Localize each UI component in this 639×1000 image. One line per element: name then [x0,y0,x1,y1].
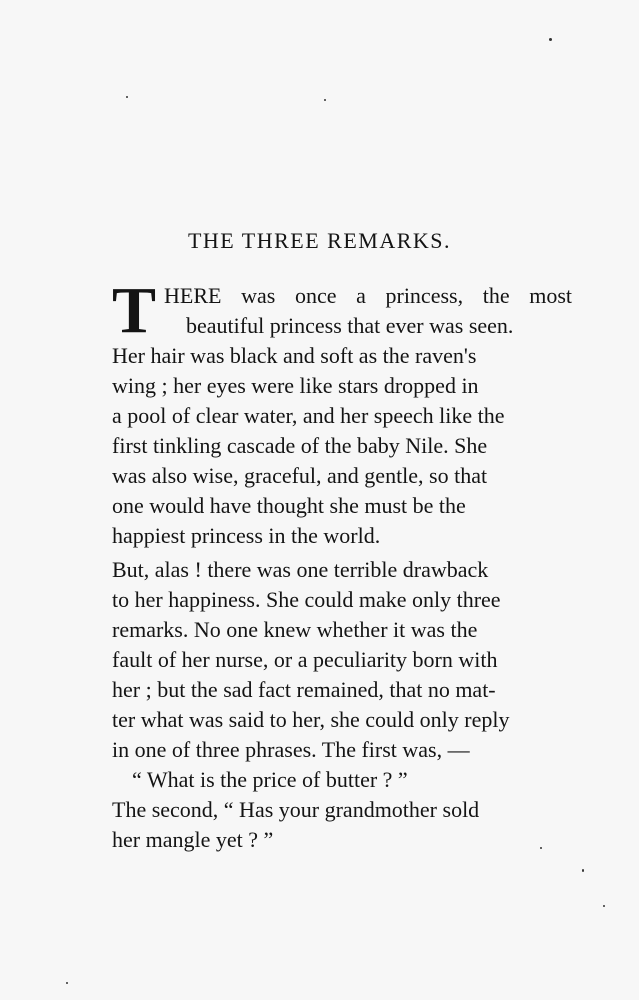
text-line: beautiful princess that ever was seen. [186,313,514,338]
paragraph-1 [112,274,572,551]
text-line: remarks. No one knew whether it was the [112,617,478,642]
text-line: Her hair was black and soft as the raven's [112,343,477,368]
drop-cap: T [112,274,157,347]
text-line: her mangle yet ? ” [112,827,274,852]
paragraph-2 [112,555,572,765]
text-line: But, alas ! there was one terrible drawback [112,557,489,582]
text-line: wing ; her eyes were like stars dropped in [112,373,479,398]
text-line: in one of three phrases. The first was, — [112,737,470,762]
scan-speck [582,869,584,872]
scan-speck [540,847,542,849]
text-line: was also wise, graceful, and gentle, so that [112,463,488,488]
body-text [112,274,572,855]
text-line: ter what was said to her, she could only reply [112,707,510,732]
text-line: The second, “ Has your grandmother sold [112,797,480,822]
paragraph-3 [112,795,572,855]
text-line: first tinkling cascade of the baby Nile. She [112,433,488,458]
text-line: one would have thought she must be the [112,493,466,518]
scan-speck [126,96,128,98]
text-line: HERE was once a princess, the most [164,283,572,308]
scan-speck [66,982,68,984]
scan-speck [603,905,605,907]
text-line: to her happiness. She could make only three [112,587,501,612]
scan-speck [549,38,552,41]
chapter-title: THE THREE REMARKS. [187,228,452,253]
text-line: fault of her nurse, or a peculiarity born with [112,647,498,672]
text-line: her ; but the sad fact remained, that no mat- [112,677,496,702]
text-line: happiest princess in the world. [112,523,381,548]
quote-1: “ What is the price of butter ? ” [132,767,408,792]
scan-speck [324,99,326,101]
text-line: a pool of clear water, and her speech like the [112,403,505,428]
